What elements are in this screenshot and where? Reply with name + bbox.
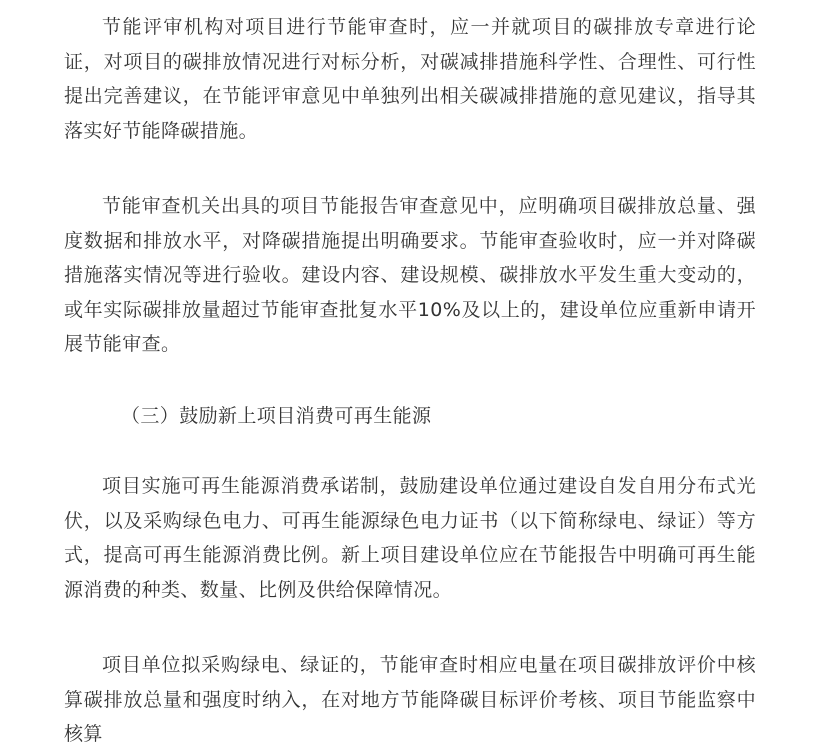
paragraph-renewable-commitment: 项目实施可再生能源消费承诺制，鼓励建设单位通过建设自发自用分布式光伏，以及采购绿色电力、可再生能源绿色电力证书（以下简称绿电、绿证）等方式，提高可再生能源消费比例。新上项目建设单位应在节能报告中明确可再生能源消费的种类、数量、比例及供给保障情况。 xyxy=(64,475,756,601)
section-heading-renewable: （三）鼓励新上项目消费可再生能源 xyxy=(121,405,432,427)
paragraph-review-opinion: 节能审查机关出具的项目节能报告审查意见中，应明确项目碳排放总量、强度数据和排放水平，对降碳措施提出明确要求。节能审查验收时，应一并对降碳措施落实情况等进行验收。建设内容、建设规模、碳排放水平发生重大变动的，或年实际碳排放量超过节能审查批复水平10%及以上的，建设单位应重新申请开展节能审查。 xyxy=(64,195,756,355)
paragraph-energy-review-agency: 节能评审机构对项目进行节能审查时，应一并就项目的碳排放专章进行论证，对项目的碳排放情况进行对标分析，对碳减排措施科学性、合理性、可行性提出完善建议，在节能评审意见中单独列出相关碳减排措施的意见建议，指导其落实好节能降碳措施。 xyxy=(64,16,756,142)
paragraph-green-power-purchase: 项目单位拟采购绿电、绿证的，节能审查时相应电量在项目碳排放评价中核算碳排放总量和强度时纳入，在对地方节能降碳目标评价考核、项目节能监察中核算 xyxy=(64,654,756,745)
